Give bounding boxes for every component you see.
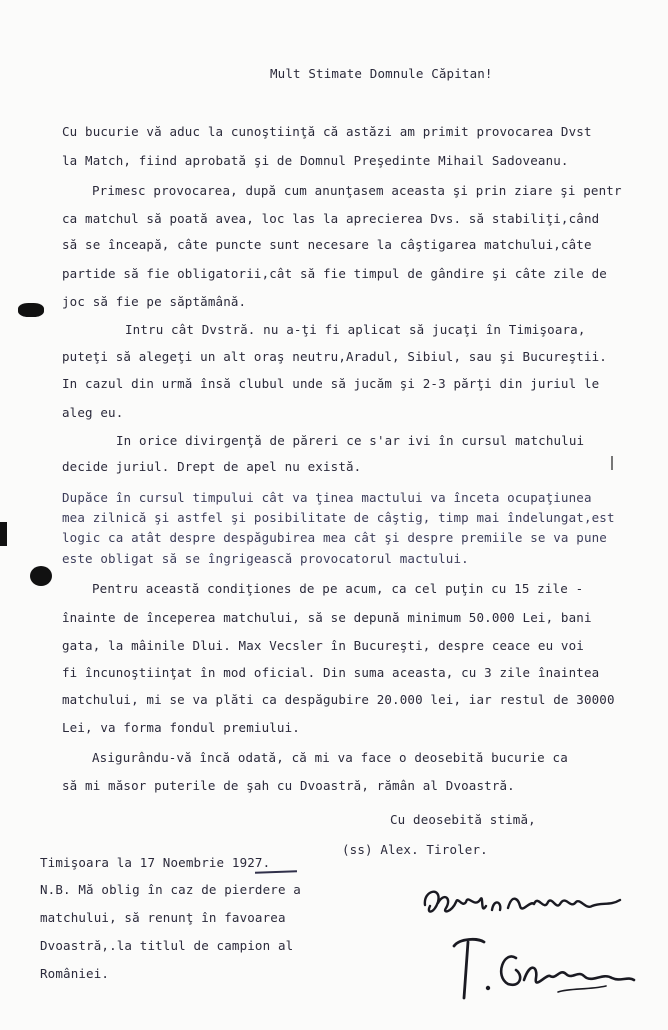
paragraph-5-line-1: Dupăce în cursul timpului cât va ţinea mactului va înceta ocupaţiunea — [62, 490, 592, 505]
paragraph-3-line-4: aleg eu. — [62, 405, 124, 420]
paragraph-3-line-1: Intru cât Dvstră. nu a-ţi fi aplicat să jucaţi în Timişoara, — [125, 322, 586, 337]
paragraph-4-line-2: decide juriul. Drept de apel nu există. — [62, 459, 362, 474]
paragraph-5-line-2: mea zilnică şi astfel şi posibilitate de câştig, timp mai îndelungat,est — [62, 510, 615, 525]
paragraph-6-line-6: Lei, va forma fondul premiului. — [62, 720, 300, 735]
paragraph-2-line-4: partide să fie obligatorii,cât să fie timpul de gândire şi câte zile de — [62, 266, 607, 281]
nb-line-4: României. — [40, 966, 110, 981]
nb-line-1: N.B. Mă oblig în caz de pierdere a — [40, 882, 301, 897]
nb-line-3: Dvoastră,.la titlul de campion al — [40, 938, 294, 953]
paragraph-6-line-4: fi încunoştiinţat în mod oficial. Din suma aceasta, cu 3 zile înaintea — [62, 665, 600, 680]
paragraph-5-line-4: este obligat să se îngrigească provocatorul mactului. — [62, 551, 469, 566]
paragraph-3-line-2: puteţi să alegeţi un alt oraş neutru,Aradul, Sibiul, sau şi Bucureştii. — [62, 349, 607, 364]
paragraph-3-line-3: In cazul din urmă însă clubul unde să jucăm şi 2-3 părţi din juriul le — [62, 376, 600, 391]
paragraph-7-line-2: să mi măsor puterile de şah cu Dvoastră, rămân al Dvoastră. — [62, 778, 515, 793]
paragraph-6-line-3: gata, la mâinile Dlui. Max Vecsler în Bucureşti, despre ceace eu voi — [62, 638, 584, 653]
salutation: Mult Stimate Domnule Căpitan! — [270, 66, 493, 81]
handwritten-signature — [420, 880, 640, 1010]
paragraph-2-line-3: să se înceapă, câte puncte sunt necesare la câştigarea matchului,câte — [62, 237, 592, 252]
signature-typed: (ss) Alex. Tiroler. — [342, 842, 488, 857]
place-date: Timişoara la 17 Noembrie 1927. — [40, 855, 271, 870]
paragraph-2-line-2: ca matchul să poată avea, loc las la aprecierea Dvs. să stabiliţi,când — [62, 211, 600, 226]
paragraph-7-line-1: Asigurându-vă încă odată, că mi va face o deosebită bucurie ca — [92, 750, 568, 765]
nb-line-2: matchului, să renunţ în favoarea — [40, 910, 286, 925]
paragraph-2-line-1: Primesc provocarea, după cum anunţasem aceasta şi prin ziare şi pentr — [92, 183, 622, 198]
paragraph-1-line-2: la Match, fiind aprobată şi de Domnul Preşedinte Mihail Sadoveanu. — [62, 153, 569, 168]
edge-mark — [0, 522, 7, 546]
paragraph-5-line-3: logic ca atât despre despăgubirea mea cât şi despre premiile se va pune — [62, 530, 607, 545]
paragraph-6-line-2: înainte de începerea matchului, să se depună minimum 50.000 Lei, bani — [62, 610, 592, 625]
date-underline — [255, 870, 297, 873]
paper-speck — [611, 456, 613, 470]
closing-phrase: Cu deosebită stimă, — [390, 812, 536, 827]
paragraph-6-line-1: Pentru această condiţiones de pe acum, ca cel puţin cu 15 zile - — [92, 581, 584, 596]
paragraph-4-line-1: In orice divirgenţă de păreri ce s'ar ivi în cursul matchului — [116, 433, 585, 448]
paragraph-6-line-5: matchului, mi se va plăti ca despăgubire 20.000 lei, iar restul de 30000 — [62, 692, 615, 707]
paragraph-1-line-1: Cu bucurie vă aduc la cunoştiinţă că astăzi am primit provocarea Dvst — [62, 124, 592, 139]
ink-blot — [30, 566, 52, 586]
paragraph-2-line-5: joc să fie pe săptămână. — [62, 294, 247, 309]
ink-blot — [18, 303, 44, 317]
